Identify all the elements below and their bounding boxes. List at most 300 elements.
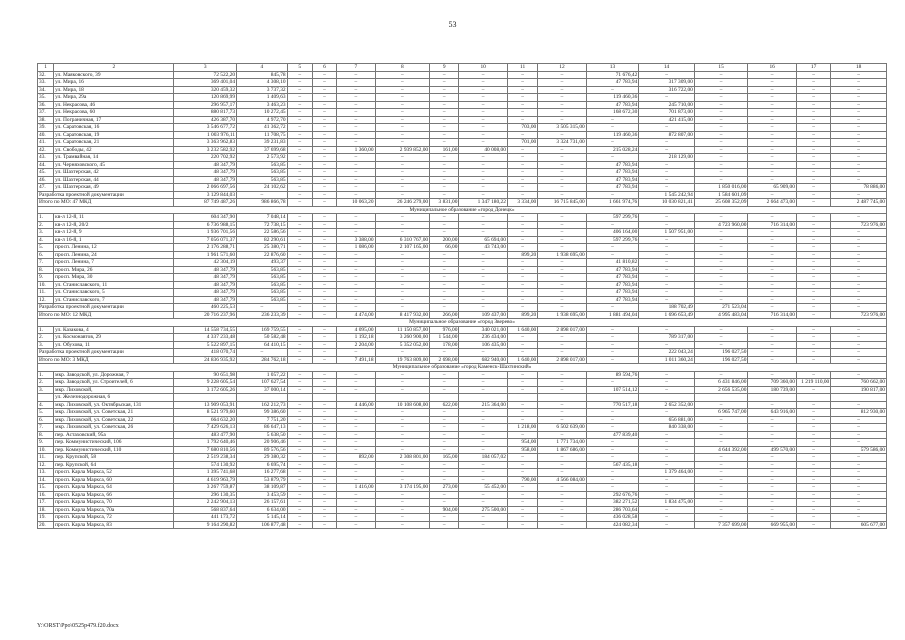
table-cell: – — [337, 446, 375, 454]
table-cell — [796, 394, 830, 402]
capital-repair-table — [37, 63, 887, 529]
table-cell: 178,00 — [430, 341, 459, 349]
table-cell: 20 906,46 — [237, 439, 288, 447]
table-cell: ул. Казакова, 4 — [54, 326, 174, 334]
table-cell: – — [831, 439, 887, 447]
table-cell: 44. — [38, 161, 54, 169]
table-cell: – — [375, 491, 430, 499]
table-cell: – — [375, 289, 430, 297]
table-cell: – — [586, 349, 639, 357]
table-cell: – — [507, 289, 537, 297]
table-cell: 13. — [38, 469, 54, 477]
table-cell: 1 379 464,00 — [639, 469, 695, 477]
table-cell: – — [430, 296, 459, 304]
table-cell: – — [538, 236, 587, 244]
table-cell: – — [748, 334, 797, 342]
table-cell: – — [459, 296, 508, 304]
table-cell: просп. Карла Маркса, 70 — [54, 499, 174, 507]
table-cell: 568 837,64 — [174, 506, 237, 514]
table-cell: – — [287, 341, 312, 349]
table-cell: – — [459, 439, 508, 447]
table-cell: – — [796, 86, 830, 94]
table-cell: 5 352 052,00 — [375, 341, 430, 349]
table-cell: 10 030 821,41 — [639, 199, 695, 207]
table-cell: – — [507, 334, 537, 342]
table-cell: – — [694, 101, 748, 109]
table-cell: 1 544,00 — [430, 334, 459, 342]
table-cell: 770 517,18 — [586, 401, 639, 409]
table-cell: 4 095,00 — [337, 326, 375, 334]
table-cell: 47 783,94 — [586, 169, 639, 177]
table-cell: просп. Ленина, 12 — [54, 244, 174, 252]
table-cell: 11. — [38, 454, 54, 462]
table-cell: – — [748, 281, 797, 289]
table-cell: – — [831, 191, 887, 199]
column-number-row — [38, 64, 887, 72]
table-cell: – — [287, 296, 312, 304]
table-cell: – — [312, 221, 336, 229]
table-cell: – — [748, 214, 797, 222]
table-cell: пер. Коммунистический, 110 — [54, 446, 174, 454]
table-cell: – — [796, 326, 830, 334]
table-cell: 2 204,00 — [337, 341, 375, 349]
table-cell: 892,00 — [337, 454, 375, 462]
table-cell: – — [337, 124, 375, 132]
table-cell: – — [507, 221, 537, 229]
table-cell: – — [287, 71, 312, 79]
table-cell — [748, 394, 797, 402]
table-cell: 4. — [38, 401, 54, 409]
table-cell: 120 869,99 — [174, 94, 237, 102]
table-cell: просп. Карла Маркса, 66 — [54, 491, 174, 499]
table-cell: 669 955,00 — [748, 521, 797, 529]
table-cell: – — [586, 484, 639, 492]
column-number-cell: 8 — [375, 64, 430, 72]
table-cell: – — [312, 349, 336, 357]
table-cell: – — [430, 214, 459, 222]
table-cell: – — [375, 349, 430, 357]
table-cell: 16 715 845,00 — [538, 199, 587, 207]
table-cell: – — [639, 506, 695, 514]
table-cell: – — [796, 214, 830, 222]
table-cell: – — [287, 274, 312, 282]
table-cell: 38. — [38, 116, 54, 124]
table-cell: – — [312, 506, 336, 514]
table-cell: – — [430, 439, 459, 447]
table-row — [38, 416, 887, 424]
table-cell: – — [430, 379, 459, 387]
table-cell: – — [538, 454, 587, 462]
table-cell: – — [312, 146, 336, 154]
table-cell: – — [337, 71, 375, 79]
table-cell: – — [694, 229, 748, 237]
table-cell: – — [796, 146, 830, 154]
table-cell — [639, 394, 695, 402]
table-cell: – — [796, 491, 830, 499]
table-cell: – — [507, 191, 537, 199]
table-cell: 3 737,32 — [237, 86, 288, 94]
table-cell: 266,00 — [430, 311, 459, 319]
table-cell: 5. — [38, 244, 54, 252]
table-cell: 18. — [38, 506, 54, 514]
table-row — [38, 439, 887, 447]
table-cell: – — [748, 469, 797, 477]
table-cell: – — [459, 281, 508, 289]
table-cell: – — [507, 416, 537, 424]
table-cell: 1 961 571,60 — [174, 251, 237, 259]
table-cell: 236 233,39 — [237, 311, 288, 319]
table-cell: 3 546 677,72 — [174, 124, 237, 132]
table-cell: – — [507, 176, 537, 184]
table-cell: 107 514,12 — [586, 386, 639, 394]
table-cell: ул. Пограничная, 17 — [54, 116, 174, 124]
table-cell: – — [694, 124, 748, 132]
table-cell: – — [694, 431, 748, 439]
table-row — [38, 124, 887, 132]
table-cell: 1 696 653,49 — [639, 311, 695, 319]
table-cell: 11 708,75 — [237, 131, 288, 139]
table-cell: ул. Черняховского, 45 — [54, 161, 174, 169]
table-cell: – — [639, 146, 695, 154]
table-cell: – — [459, 154, 508, 162]
table-cell: – — [430, 424, 459, 432]
table-cell: 292 676,76 — [586, 491, 639, 499]
table-cell: – — [748, 356, 797, 364]
table-cell: 48 347,79 — [174, 296, 237, 304]
table-cell: 87 749 487,26 — [174, 199, 237, 207]
table-cell: – — [507, 109, 537, 117]
table-row — [38, 101, 887, 109]
table-cell: 22 586,56 — [237, 229, 288, 237]
table-cell: 19. — [38, 514, 54, 522]
table-cell: – — [694, 79, 748, 87]
table-cell: 55 452,00 — [459, 484, 508, 492]
table-cell: – — [831, 94, 887, 102]
table-cell: – — [459, 251, 508, 259]
table-cell: – — [312, 71, 336, 79]
table-cell: – — [430, 101, 459, 109]
table-cell: – — [312, 304, 336, 312]
table-cell: – — [538, 491, 587, 499]
table-cell: 15. — [38, 484, 54, 492]
table-cell: – — [430, 131, 459, 139]
table-cell: – — [287, 154, 312, 162]
table-cell: – — [430, 176, 459, 184]
table-cell: 161,00 — [430, 146, 459, 154]
table-cell: 7. — [38, 424, 54, 432]
table-cell: 13 909 053,91 — [174, 401, 237, 409]
table-cell: – — [337, 251, 375, 259]
table-cell: 42. — [38, 146, 54, 154]
table-cell: – — [694, 289, 748, 297]
table-cell: 3 324 731,00 — [538, 139, 587, 147]
table-cell: – — [694, 416, 748, 424]
table-cell: – — [796, 341, 830, 349]
table-cell: – — [831, 356, 887, 364]
column-number-cell: 6 — [312, 64, 336, 72]
table-cell: – — [639, 124, 695, 132]
table-cell: 47 783,94 — [586, 281, 639, 289]
table-cell: – — [337, 221, 375, 229]
table-cell: – — [639, 289, 695, 297]
table-cell — [174, 394, 237, 402]
table-cell: – — [312, 371, 336, 379]
table-cell: – — [796, 176, 830, 184]
table-cell: ул. Станиславского, 5 — [54, 289, 174, 297]
table-cell: 1 218,00 — [507, 424, 537, 432]
table-cell: – — [586, 251, 639, 259]
summary-row — [38, 349, 887, 357]
table-cell: – — [430, 259, 459, 267]
table-cell: – — [694, 454, 748, 462]
table-cell: ул. Обухова, 11 — [54, 341, 174, 349]
table-cell: – — [375, 416, 430, 424]
municipality-heading-row — [38, 319, 887, 327]
table-cell: 4 619 963,79 — [174, 476, 237, 484]
table-cell: – — [312, 236, 336, 244]
table-cell: 1 938 695,00 — [538, 311, 587, 319]
table-cell: – — [430, 266, 459, 274]
table-cell: – — [796, 521, 830, 529]
table-cell: ул. Маяковского, 39 — [54, 71, 174, 79]
table-cell: 812 930,00 — [831, 409, 887, 417]
table-cell: – — [287, 469, 312, 477]
table-cell: 904,00 — [430, 506, 459, 514]
table-cell: – — [312, 416, 336, 424]
table-cell: – — [237, 191, 288, 199]
table-cell: – — [538, 86, 587, 94]
table-cell: – — [507, 401, 537, 409]
table-cell: – — [287, 424, 312, 432]
table-cell: – — [538, 109, 587, 117]
table-cell: – — [639, 476, 695, 484]
table-cell: – — [507, 491, 537, 499]
table-row — [38, 521, 887, 529]
table-cell: – — [748, 296, 797, 304]
table-cell: – — [459, 161, 508, 169]
table-cell: 7 429 626,13 — [174, 424, 237, 432]
table-row — [38, 379, 887, 387]
table-cell: – — [639, 491, 695, 499]
table-cell: – — [748, 86, 797, 94]
table-cell: – — [337, 424, 375, 432]
table-cell: 2 519 238,34 — [174, 454, 237, 462]
table-cell: 20. — [38, 521, 54, 529]
table-cell: – — [507, 469, 537, 477]
table-cell: 2 242 904,13 — [174, 499, 237, 507]
table-cell: – — [831, 259, 887, 267]
table-cell: ул. Саратовская, 19 — [54, 131, 174, 139]
table-cell: – — [312, 191, 336, 199]
table-cell: просп. Карла Маркса, 60 — [54, 476, 174, 484]
table-cell: – — [287, 454, 312, 462]
table-cell: – — [586, 154, 639, 162]
table-cell: 789 317,00 — [639, 334, 695, 342]
table-cell: – — [312, 214, 336, 222]
table-cell: 1 771 734,00 — [538, 439, 587, 447]
table-cell: – — [694, 161, 748, 169]
table-cell: 579 586,00 — [831, 446, 887, 454]
table-cell: 1 057,22 — [237, 371, 288, 379]
municipality-heading: Муниципальное образование «город Каменск-Шахтинский» — [38, 364, 887, 372]
table-cell: – — [375, 296, 430, 304]
table-cell: – — [831, 109, 887, 117]
table-cell: – — [538, 514, 587, 522]
table-cell: – — [586, 326, 639, 334]
table-cell: – — [430, 191, 459, 199]
table-cell: 86 647,13 — [237, 424, 288, 432]
table-cell: – — [748, 491, 797, 499]
table-cell: – — [430, 229, 459, 237]
table-cell: – — [287, 304, 312, 312]
table-cell: – — [538, 506, 587, 514]
table-cell: – — [459, 176, 508, 184]
table-cell — [38, 394, 54, 402]
table-cell: – — [796, 469, 830, 477]
table-cell: 38 109,87 — [237, 484, 288, 492]
table-cell: 899,20 — [507, 311, 537, 319]
table-row — [38, 401, 887, 409]
column-number-cell: 11 — [507, 64, 537, 72]
table-cell: 34. — [38, 86, 54, 94]
table-cell: 40. — [38, 131, 54, 139]
table-cell: 12. — [38, 461, 54, 469]
column-number-cell: 17 — [796, 64, 830, 72]
table-cell: – — [586, 476, 639, 484]
table-cell: – — [796, 244, 830, 252]
table-cell: – — [796, 191, 830, 199]
column-number-cell: 5 — [287, 64, 312, 72]
table-cell: 2 656 535,00 — [694, 386, 748, 394]
table-cell: 89 594,76 — [586, 371, 639, 379]
table-cell: 36. — [38, 101, 54, 109]
table-cell: 6 502 639,00 — [538, 424, 587, 432]
table-cell: мкр. Заводской, ул. Дорожная, 7 — [54, 371, 174, 379]
table-cell: 48 347,79 — [174, 281, 237, 289]
table-cell: – — [831, 416, 887, 424]
table-cell: 460 225,53 — [174, 304, 237, 312]
table-cell: – — [694, 514, 748, 522]
table-cell: – — [796, 109, 830, 117]
table-cell — [459, 394, 508, 402]
table-cell: 65 909,00 — [748, 184, 797, 192]
table-cell: – — [748, 349, 797, 357]
table-cell: – — [694, 169, 748, 177]
table-cell: – — [375, 259, 430, 267]
table-cell: 2 107 165,00 — [375, 244, 430, 252]
table-cell: – — [287, 461, 312, 469]
table-cell: 3 260 900,00 — [375, 334, 430, 342]
table-cell: просп. Карла Маркса, 64 — [54, 484, 174, 492]
table-cell: 215 364,00 — [459, 401, 508, 409]
table-row — [38, 251, 887, 259]
table-cell: – — [375, 176, 430, 184]
table-cell: – — [459, 491, 508, 499]
table-cell: 47 783,94 — [586, 266, 639, 274]
table-cell: – — [507, 154, 537, 162]
table-cell: – — [694, 71, 748, 79]
table-cell: 3 267 759,87 — [174, 484, 237, 492]
table-cell: – — [507, 379, 537, 387]
table-cell: – — [538, 379, 587, 387]
table-cell: ул. Некрасова, 46 — [54, 101, 174, 109]
table-cell: – — [375, 424, 430, 432]
table-cell: – — [748, 101, 797, 109]
table-cell: ул. Мира, 16 — [54, 79, 174, 87]
table-cell: кв-л 12-й, 9 — [54, 229, 174, 237]
table-cell: 316 722,00 — [639, 86, 695, 94]
page-number: 53 — [448, 20, 457, 29]
table-row — [38, 424, 887, 432]
table-cell: – — [375, 476, 430, 484]
table-cell: – — [748, 454, 797, 462]
table-cell: – — [748, 109, 797, 117]
table-cell: – — [831, 214, 887, 222]
table-cell: – — [639, 176, 695, 184]
table-cell: – — [831, 461, 887, 469]
table-cell: – — [287, 311, 312, 319]
table-cell: 3 831,00 — [430, 199, 459, 207]
table-cell: – — [586, 469, 639, 477]
table-cell: – — [375, 101, 430, 109]
table-cell: – — [312, 281, 336, 289]
table-cell: – — [748, 431, 797, 439]
table-cell: – — [694, 109, 748, 117]
table-cell: 119 460,36 — [586, 131, 639, 139]
table-cell: 703,00 — [507, 124, 537, 132]
table-cell: – — [796, 274, 830, 282]
table-cell: 1. — [38, 371, 54, 379]
table-cell: – — [831, 146, 887, 154]
summary-row — [38, 191, 887, 199]
table-cell: – — [796, 334, 830, 342]
table-cell: – — [375, 439, 430, 447]
table-cell: – — [312, 139, 336, 147]
table-cell: – — [430, 109, 459, 117]
table-cell: 9. — [38, 274, 54, 282]
table-row — [38, 139, 887, 147]
table-cell: – — [459, 289, 508, 297]
table-cell: – — [796, 116, 830, 124]
summary-row — [38, 199, 887, 207]
table-cell: ул. Шахтерская, 44 — [54, 176, 174, 184]
table-cell: – — [312, 521, 336, 529]
table-cell: – — [538, 116, 587, 124]
table-cell: – — [337, 94, 375, 102]
table-cell: 1. — [38, 214, 54, 222]
table-cell: – — [831, 266, 887, 274]
table-cell: 723 976,00 — [831, 311, 887, 319]
table-cell: – — [694, 94, 748, 102]
table-cell: – — [507, 409, 537, 417]
table-cell: 47. — [38, 184, 54, 192]
table-cell: 4 566 084,00 — [538, 476, 587, 484]
table-cell: 48 347,79 — [174, 169, 237, 177]
table-cell: – — [748, 176, 797, 184]
column-number-cell: 18 — [831, 64, 887, 72]
table-cell: 42 304,19 — [174, 259, 237, 267]
table-cell: – — [430, 446, 459, 454]
table-cell: 1 507 951,00 — [639, 229, 695, 237]
table-cell: – — [287, 499, 312, 507]
table-cell: 1 360,00 — [337, 146, 375, 154]
column-number-cell: 9 — [430, 64, 459, 72]
table-cell: – — [312, 386, 336, 394]
table-cell: – — [430, 461, 459, 469]
table-cell: 597 299,76 — [586, 214, 639, 222]
table-cell: – — [430, 289, 459, 297]
table-cell: 16. — [38, 491, 54, 499]
